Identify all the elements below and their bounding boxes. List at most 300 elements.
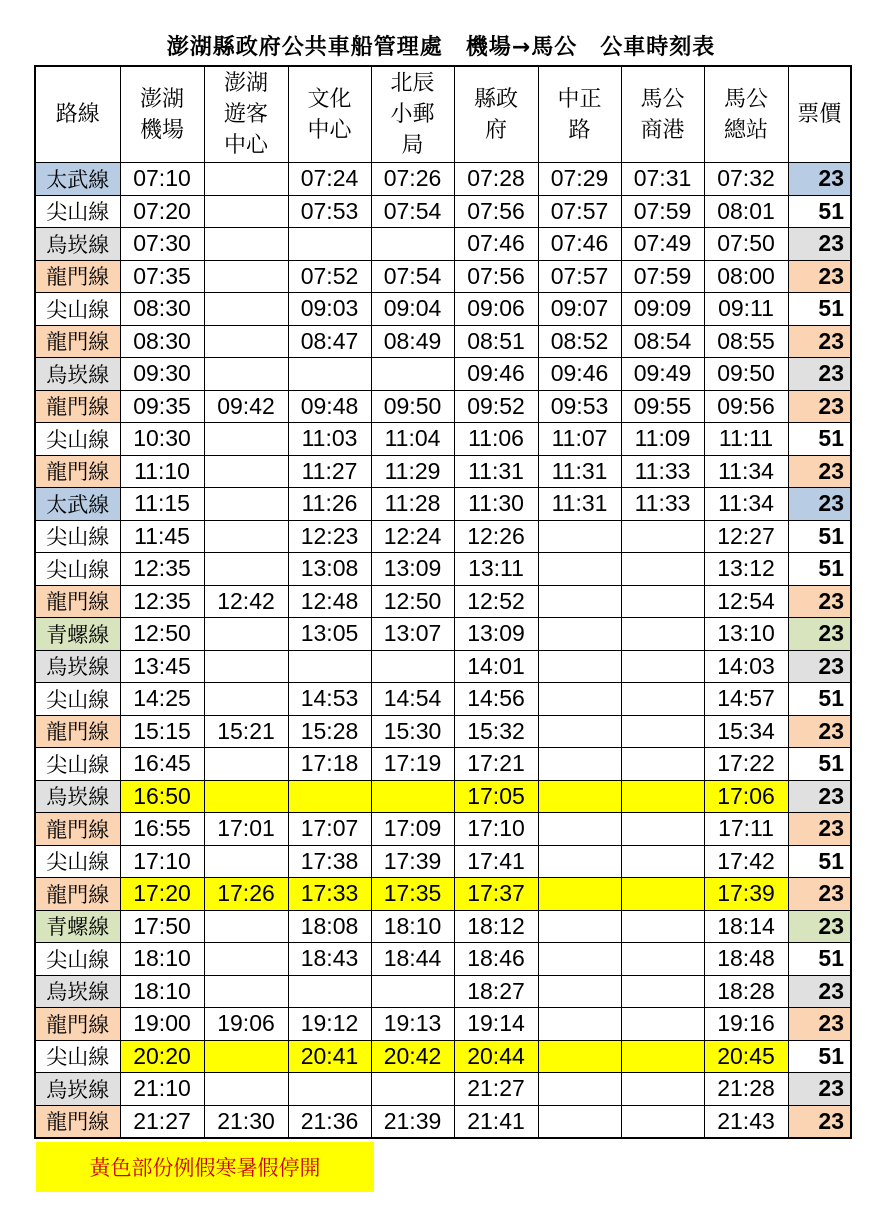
- time-cell: 11:27: [288, 455, 371, 488]
- route-cell: 太武線: [35, 163, 120, 196]
- time-cell: 11:26: [288, 488, 371, 521]
- time-cell: [621, 975, 704, 1008]
- time-cell: [538, 845, 621, 878]
- table-row: [35, 813, 851, 846]
- time-cell: 15:32: [454, 715, 538, 748]
- time-cell: 15:28: [288, 715, 371, 748]
- time-cell: [538, 618, 621, 651]
- time-cell: [204, 455, 288, 488]
- time-cell: 07:46: [454, 228, 538, 261]
- header-county-hall: 縣政 府: [454, 66, 538, 163]
- table-row: [35, 260, 851, 293]
- time-cell: 08:30: [120, 325, 204, 358]
- time-cell: 11:10: [120, 455, 204, 488]
- time-cell: [204, 553, 288, 586]
- route-cell: 青螺線: [35, 618, 120, 651]
- time-cell: 09:49: [621, 358, 704, 391]
- time-cell: 21:27: [120, 1105, 204, 1138]
- fare-cell: 23: [788, 813, 851, 846]
- time-cell: 17:01: [204, 813, 288, 846]
- fare-cell: 23: [788, 1105, 851, 1138]
- time-cell: 14:56: [454, 683, 538, 716]
- table-row: [35, 585, 851, 618]
- time-cell: 13:09: [371, 553, 454, 586]
- fare-cell: 23: [788, 325, 851, 358]
- time-cell: 12:50: [371, 585, 454, 618]
- time-cell: 18:27: [454, 975, 538, 1008]
- time-cell: 12:23: [288, 520, 371, 553]
- time-cell: 18:46: [454, 943, 538, 976]
- fare-cell: 51: [788, 845, 851, 878]
- time-cell: 20:45: [704, 1040, 788, 1073]
- time-cell: [204, 910, 288, 943]
- time-cell: 14:03: [704, 650, 788, 683]
- time-cell: 17:21: [454, 748, 538, 781]
- time-cell: 19:00: [120, 1008, 204, 1041]
- time-cell: 19:13: [371, 1008, 454, 1041]
- time-cell: 17:10: [120, 845, 204, 878]
- table-row: [35, 325, 851, 358]
- time-cell: 16:45: [120, 748, 204, 781]
- header-route: 路線: [35, 66, 120, 163]
- table-row: [35, 715, 851, 748]
- time-cell: 20:42: [371, 1040, 454, 1073]
- fare-cell: 23: [788, 585, 851, 618]
- time-cell: 09:46: [538, 358, 621, 391]
- time-cell: 11:30: [454, 488, 538, 521]
- time-cell: 07:46: [538, 228, 621, 261]
- fare-cell: 23: [788, 715, 851, 748]
- time-cell: [621, 878, 704, 911]
- time-cell: [204, 195, 288, 228]
- time-cell: [371, 228, 454, 261]
- time-cell: 17:07: [288, 813, 371, 846]
- table-row: [35, 1073, 851, 1106]
- time-cell: 13:10: [704, 618, 788, 651]
- time-cell: 14:54: [371, 683, 454, 716]
- route-cell: 龍門線: [35, 390, 120, 423]
- time-cell: [621, 1040, 704, 1073]
- time-cell: 18:48: [704, 943, 788, 976]
- header-fare: 票價: [788, 66, 851, 163]
- time-cell: 12:50: [120, 618, 204, 651]
- time-cell: [621, 780, 704, 813]
- time-cell: 18:12: [454, 910, 538, 943]
- time-cell: 20:41: [288, 1040, 371, 1073]
- time-cell: [621, 910, 704, 943]
- route-cell: 烏崁線: [35, 228, 120, 261]
- time-cell: 17:50: [120, 910, 204, 943]
- time-cell: 19:06: [204, 1008, 288, 1041]
- time-cell: [204, 650, 288, 683]
- time-cell: 17:05: [454, 780, 538, 813]
- time-cell: [621, 813, 704, 846]
- time-cell: 17:26: [204, 878, 288, 911]
- time-cell: [204, 1040, 288, 1073]
- time-cell: 12:24: [371, 520, 454, 553]
- time-cell: [621, 585, 704, 618]
- table-row: [35, 780, 851, 813]
- time-cell: 09:46: [454, 358, 538, 391]
- time-cell: 09:52: [454, 390, 538, 423]
- route-cell: 龍門線: [35, 260, 120, 293]
- time-cell: 14:57: [704, 683, 788, 716]
- table-row: [35, 748, 851, 781]
- time-cell: 14:53: [288, 683, 371, 716]
- time-cell: [538, 520, 621, 553]
- time-cell: 12:35: [120, 553, 204, 586]
- time-cell: 07:20: [120, 195, 204, 228]
- time-cell: [538, 1073, 621, 1106]
- time-cell: [204, 358, 288, 391]
- time-cell: [538, 715, 621, 748]
- time-cell: 07:57: [538, 195, 621, 228]
- time-cell: [621, 715, 704, 748]
- table-row: [35, 423, 851, 456]
- time-cell: 12:48: [288, 585, 371, 618]
- time-cell: 08:55: [704, 325, 788, 358]
- time-cell: 12:27: [704, 520, 788, 553]
- route-cell: 龍門線: [35, 585, 120, 618]
- table-row: [35, 520, 851, 553]
- time-cell: [371, 1073, 454, 1106]
- time-cell: 07:10: [120, 163, 204, 196]
- header-row: [35, 66, 851, 163]
- time-cell: 09:50: [704, 358, 788, 391]
- time-cell: 18:10: [120, 975, 204, 1008]
- fare-cell: 51: [788, 423, 851, 456]
- time-cell: 07:56: [454, 195, 538, 228]
- time-cell: 09:30: [120, 358, 204, 391]
- time-cell: 17:20: [120, 878, 204, 911]
- time-cell: 08:30: [120, 293, 204, 326]
- time-cell: 16:50: [120, 780, 204, 813]
- time-cell: 11:31: [454, 455, 538, 488]
- fare-cell: 23: [788, 163, 851, 196]
- time-cell: 08:52: [538, 325, 621, 358]
- time-cell: 09:55: [621, 390, 704, 423]
- time-cell: [204, 683, 288, 716]
- time-cell: 17:39: [704, 878, 788, 911]
- fare-cell: 23: [788, 650, 851, 683]
- time-cell: 20:20: [120, 1040, 204, 1073]
- time-cell: 08:49: [371, 325, 454, 358]
- time-cell: 14:01: [454, 650, 538, 683]
- time-cell: 18:44: [371, 943, 454, 976]
- table-row: [35, 195, 851, 228]
- time-cell: [538, 975, 621, 1008]
- legend-note: 黃色部份例假寒暑假停開: [36, 1142, 374, 1192]
- time-cell: 21:30: [204, 1105, 288, 1138]
- time-cell: [621, 943, 704, 976]
- time-cell: 11:31: [538, 455, 621, 488]
- time-cell: 18:10: [371, 910, 454, 943]
- route-cell: 尖山線: [35, 845, 120, 878]
- time-cell: 12:52: [454, 585, 538, 618]
- table-row: [35, 163, 851, 196]
- time-cell: 12:26: [454, 520, 538, 553]
- time-cell: [621, 1008, 704, 1041]
- time-cell: [371, 780, 454, 813]
- time-cell: 10:30: [120, 423, 204, 456]
- time-cell: [621, 1073, 704, 1106]
- time-cell: [538, 650, 621, 683]
- time-cell: 09:11: [704, 293, 788, 326]
- time-cell: 08:51: [454, 325, 538, 358]
- time-cell: 07:52: [288, 260, 371, 293]
- table-row: [35, 1008, 851, 1041]
- time-cell: 07:28: [454, 163, 538, 196]
- time-cell: [538, 813, 621, 846]
- time-cell: 11:15: [120, 488, 204, 521]
- time-cell: [538, 943, 621, 976]
- route-cell: 龍門線: [35, 813, 120, 846]
- time-cell: 17:11: [704, 813, 788, 846]
- time-cell: 15:15: [120, 715, 204, 748]
- time-cell: [204, 845, 288, 878]
- time-cell: [204, 520, 288, 553]
- time-cell: 13:11: [454, 553, 538, 586]
- header-airport: 澎湖 機場: [120, 66, 204, 163]
- time-cell: 07:50: [704, 228, 788, 261]
- time-cell: 17:06: [704, 780, 788, 813]
- table-row: [35, 1040, 851, 1073]
- time-cell: [204, 293, 288, 326]
- table-row: [35, 553, 851, 586]
- time-cell: 11:34: [704, 455, 788, 488]
- time-cell: 18:43: [288, 943, 371, 976]
- table-row: [35, 390, 851, 423]
- time-cell: 16:55: [120, 813, 204, 846]
- time-cell: 11:09: [621, 423, 704, 456]
- route-cell: 青螺線: [35, 910, 120, 943]
- time-cell: 11:03: [288, 423, 371, 456]
- route-cell: 龍門線: [35, 1105, 120, 1138]
- fare-cell: 23: [788, 390, 851, 423]
- time-cell: [204, 943, 288, 976]
- time-cell: [371, 650, 454, 683]
- time-cell: 17:39: [371, 845, 454, 878]
- time-cell: [538, 1040, 621, 1073]
- time-cell: 21:36: [288, 1105, 371, 1138]
- time-cell: [538, 585, 621, 618]
- time-cell: 21:10: [120, 1073, 204, 1106]
- time-cell: 15:34: [704, 715, 788, 748]
- table-row: [35, 878, 851, 911]
- time-cell: [204, 1073, 288, 1106]
- time-cell: 17:18: [288, 748, 371, 781]
- time-cell: [538, 1105, 621, 1138]
- time-cell: 19:16: [704, 1008, 788, 1041]
- time-cell: 13:09: [454, 618, 538, 651]
- route-cell: 烏崁線: [35, 780, 120, 813]
- time-cell: 11:11: [704, 423, 788, 456]
- fare-cell: 23: [788, 975, 851, 1008]
- table-row: [35, 293, 851, 326]
- time-cell: 11:07: [538, 423, 621, 456]
- fare-cell: 23: [788, 1073, 851, 1106]
- time-cell: 17:19: [371, 748, 454, 781]
- time-cell: 19:14: [454, 1008, 538, 1041]
- time-cell: [371, 358, 454, 391]
- header-cultural-center: 文化 中心: [288, 66, 371, 163]
- time-cell: [538, 780, 621, 813]
- route-cell: 尖山線: [35, 520, 120, 553]
- time-cell: 11:34: [704, 488, 788, 521]
- time-cell: 07:54: [371, 260, 454, 293]
- header-magong-port: 馬公 商港: [621, 66, 704, 163]
- time-cell: 13:07: [371, 618, 454, 651]
- fare-cell: 23: [788, 910, 851, 943]
- time-cell: 11:28: [371, 488, 454, 521]
- fare-cell: 51: [788, 520, 851, 553]
- time-cell: 13:08: [288, 553, 371, 586]
- time-cell: 13:12: [704, 553, 788, 586]
- route-cell: 龍門線: [35, 455, 120, 488]
- fare-cell: 23: [788, 358, 851, 391]
- time-cell: [371, 975, 454, 1008]
- time-cell: 08:00: [704, 260, 788, 293]
- time-cell: 07:54: [371, 195, 454, 228]
- time-cell: [538, 748, 621, 781]
- time-cell: 17:22: [704, 748, 788, 781]
- table-row: [35, 943, 851, 976]
- time-cell: 21:27: [454, 1073, 538, 1106]
- time-cell: 07:26: [371, 163, 454, 196]
- fare-cell: 23: [788, 228, 851, 261]
- time-cell: [621, 748, 704, 781]
- time-cell: 15:30: [371, 715, 454, 748]
- time-cell: 21:28: [704, 1073, 788, 1106]
- time-cell: 07:49: [621, 228, 704, 261]
- time-cell: [204, 618, 288, 651]
- time-cell: 07:59: [621, 260, 704, 293]
- time-cell: 07:29: [538, 163, 621, 196]
- time-cell: 17:38: [288, 845, 371, 878]
- time-cell: [538, 878, 621, 911]
- time-cell: 20:44: [454, 1040, 538, 1073]
- table-row: [35, 845, 851, 878]
- time-cell: 11:04: [371, 423, 454, 456]
- route-cell: 太武線: [35, 488, 120, 521]
- route-cell: 龍門線: [35, 878, 120, 911]
- time-cell: [538, 683, 621, 716]
- time-cell: 18:10: [120, 943, 204, 976]
- route-cell: 尖山線: [35, 1040, 120, 1073]
- time-cell: [288, 1073, 371, 1106]
- time-cell: 14:25: [120, 683, 204, 716]
- time-cell: 09:06: [454, 293, 538, 326]
- route-cell: 烏崁線: [35, 975, 120, 1008]
- time-cell: 15:21: [204, 715, 288, 748]
- table-row: [35, 1105, 851, 1138]
- table-row: [35, 228, 851, 261]
- route-cell: 烏崁線: [35, 1073, 120, 1106]
- route-cell: 尖山線: [35, 423, 120, 456]
- time-cell: 11:31: [538, 488, 621, 521]
- time-cell: 17:41: [454, 845, 538, 878]
- time-cell: [204, 260, 288, 293]
- time-cell: 13:45: [120, 650, 204, 683]
- time-cell: [288, 975, 371, 1008]
- time-cell: 11:33: [621, 488, 704, 521]
- timetable: [34, 65, 852, 1139]
- page-title: 澎湖縣政府公共車船管理處 機場→馬公 公車時刻表: [166, 35, 716, 60]
- time-cell: [204, 163, 288, 196]
- time-cell: 08:47: [288, 325, 371, 358]
- fare-cell: 23: [788, 260, 851, 293]
- route-cell: 烏崁線: [35, 358, 120, 391]
- fare-cell: 51: [788, 1040, 851, 1073]
- time-cell: 17:42: [704, 845, 788, 878]
- fare-cell: 51: [788, 748, 851, 781]
- fare-cell: 23: [788, 618, 851, 651]
- time-cell: 11:29: [371, 455, 454, 488]
- time-cell: 13:05: [288, 618, 371, 651]
- fare-cell: 23: [788, 780, 851, 813]
- table-row: [35, 618, 851, 651]
- time-cell: 07:57: [538, 260, 621, 293]
- time-cell: 09:53: [538, 390, 621, 423]
- time-cell: [288, 358, 371, 391]
- fare-cell: 51: [788, 943, 851, 976]
- fare-cell: 51: [788, 195, 851, 228]
- route-cell: 尖山線: [35, 748, 120, 781]
- route-cell: 烏崁線: [35, 650, 120, 683]
- time-cell: 07:31: [621, 163, 704, 196]
- header-magong-terminal: 馬公 總站: [704, 66, 788, 163]
- time-cell: 17:37: [454, 878, 538, 911]
- table-row: [35, 650, 851, 683]
- time-cell: 17:09: [371, 813, 454, 846]
- time-cell: 09:09: [621, 293, 704, 326]
- time-cell: [204, 748, 288, 781]
- header-visitor-center: 澎湖 遊客 中心: [204, 66, 288, 163]
- route-cell: 尖山線: [35, 293, 120, 326]
- time-cell: 21:39: [371, 1105, 454, 1138]
- time-cell: 09:50: [371, 390, 454, 423]
- table-row: [35, 910, 851, 943]
- time-cell: [288, 228, 371, 261]
- time-cell: 11:06: [454, 423, 538, 456]
- time-cell: [621, 553, 704, 586]
- time-cell: 09:35: [120, 390, 204, 423]
- table-row: [35, 358, 851, 391]
- fare-cell: 23: [788, 878, 851, 911]
- route-cell: 龍門線: [35, 1008, 120, 1041]
- time-cell: 17:35: [371, 878, 454, 911]
- time-cell: [621, 1105, 704, 1138]
- time-cell: 12:35: [120, 585, 204, 618]
- time-cell: 17:33: [288, 878, 371, 911]
- fare-cell: 23: [788, 1008, 851, 1041]
- time-cell: [204, 325, 288, 358]
- fare-cell: 23: [788, 455, 851, 488]
- time-cell: 21:41: [454, 1105, 538, 1138]
- time-cell: 11:33: [621, 455, 704, 488]
- time-cell: [621, 520, 704, 553]
- time-cell: 12:42: [204, 585, 288, 618]
- route-cell: 龍門線: [35, 715, 120, 748]
- time-cell: [204, 780, 288, 813]
- time-cell: 11:45: [120, 520, 204, 553]
- route-cell: 龍門線: [35, 325, 120, 358]
- fare-cell: 51: [788, 293, 851, 326]
- time-cell: [204, 975, 288, 1008]
- time-cell: [621, 618, 704, 651]
- fare-cell: 23: [788, 488, 851, 521]
- time-cell: [538, 910, 621, 943]
